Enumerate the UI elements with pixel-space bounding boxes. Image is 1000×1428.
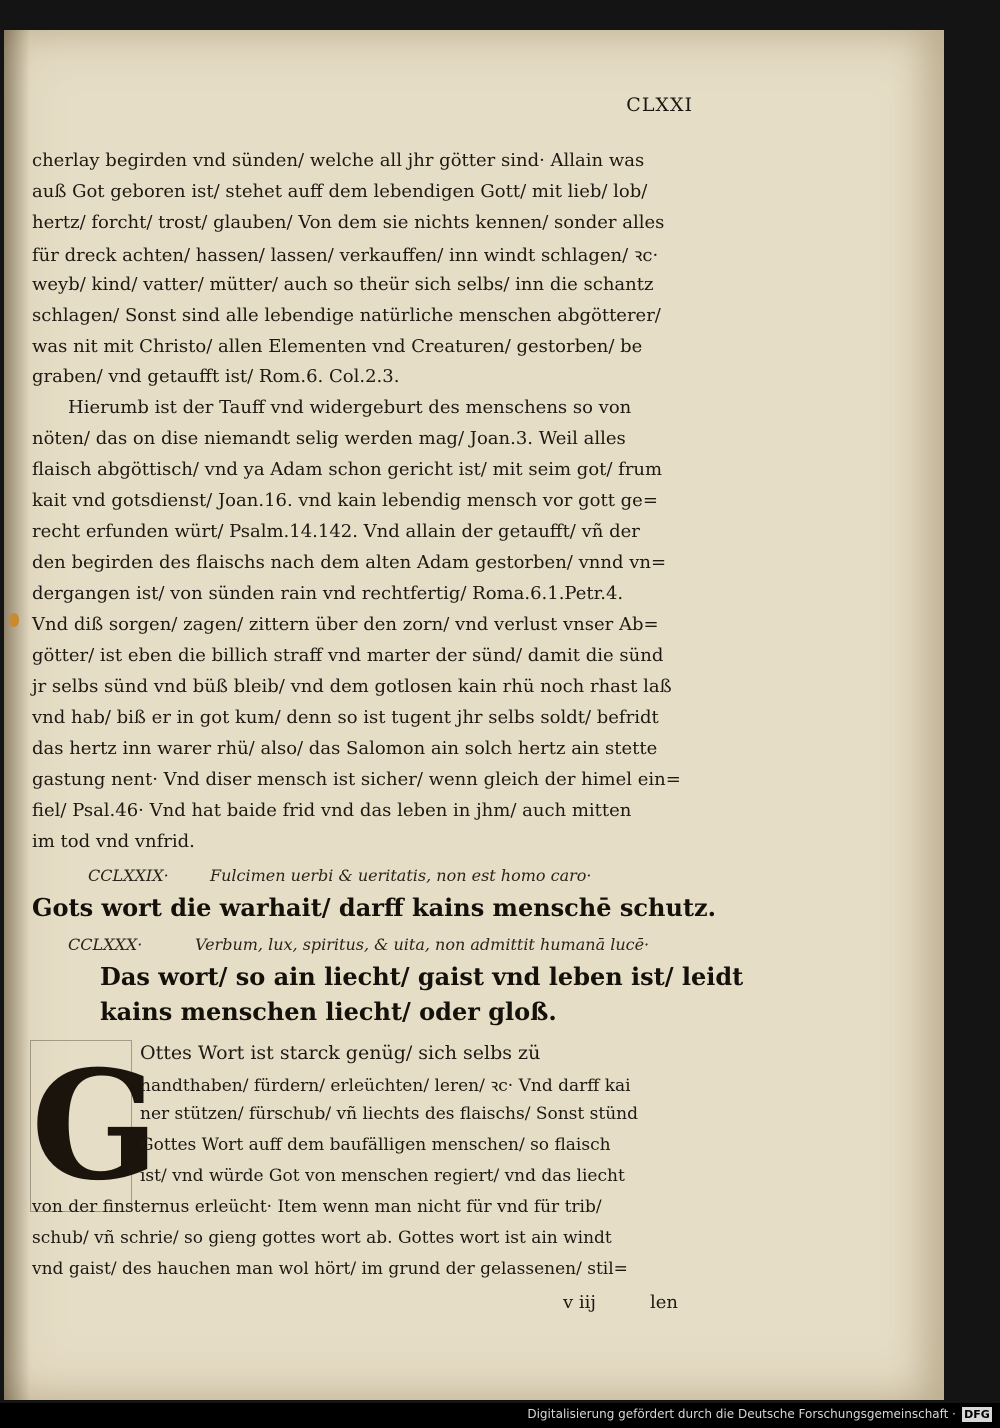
text-line: recht erfunden würt/ Psalm.14.142. Vnd allain der getaufft/ vñ der bbox=[32, 521, 640, 542]
text-line: handthaben/ fürdern/ erleüchten/ leren/ ꝛc· Vnd darff kai bbox=[140, 1076, 631, 1096]
text-line: cherlay begirden vnd sünden/ welche all jhr götter sind· Allain was bbox=[32, 150, 645, 171]
text-line: das hertz inn warer rhü/ also/ das Salomon ain solch hertz ain stette bbox=[32, 738, 658, 759]
text-line: vnd gaist/ des hauchen man wol hört/ im grund der gelassenen/ stil= bbox=[32, 1259, 628, 1279]
catchword: len bbox=[650, 1292, 679, 1313]
text-line: hertz/ forcht/ trost/ glauben/ Von dem sie nichts kennen/ sonder alles bbox=[32, 212, 665, 233]
german-heading: kains menschen liecht/ oder gloß. bbox=[100, 997, 557, 1026]
folio-number: CLXXI bbox=[626, 94, 693, 116]
text-line: im tod vnd vnfrid. bbox=[32, 831, 195, 852]
german-heading: Gots wort die warhait/ darff kains menschē schutz. bbox=[32, 893, 716, 922]
text-line: götter/ ist eben die billich straff vnd marter der sünd/ damit die sünd bbox=[32, 645, 664, 666]
text-line: was nit mit Christo/ allen Elementen vnd Creaturen/ gestorben/ be bbox=[32, 336, 643, 357]
text-line: schlagen/ Sonst sind alle lebendige natürliche menschen abgötterer/ bbox=[32, 305, 661, 326]
text-line: gastung nent· Vnd diser mensch ist sicher/ wenn gleich der himel ein= bbox=[32, 769, 681, 790]
text-line: jr selbs sünd vnd büß bleib/ vnd dem gotlosen kain rhü noch rhast laß bbox=[32, 676, 672, 697]
text-line: ist/ vnd würde Got von menschen regiert/ vnd das liecht bbox=[140, 1166, 625, 1186]
drop-cap-letter: G bbox=[31, 1038, 160, 1214]
text-line: kait vnd gotsdienst/ Joan.16. vnd kain lebendig mensch vor gott ge= bbox=[32, 490, 658, 511]
footer-credit: Digitalisierung gefördert durch die Deutsche Forschungsgemeinschaft · bbox=[527, 1407, 956, 1421]
decorated-initial bbox=[30, 1038, 160, 1214]
latin-heading: Fulcimen uerbi & ueritatis, non est homo caro· bbox=[210, 866, 592, 885]
german-heading: Das wort/ so ain liecht/ gaist vnd leben ist/ leidt bbox=[100, 962, 744, 991]
text-line: fiel/ Psal.46· Vnd hat baide frid vnd das leben in jhm/ auch mitten bbox=[32, 800, 632, 821]
dfg-logo: DFG bbox=[962, 1407, 992, 1422]
signature-mark: v iij bbox=[563, 1292, 596, 1313]
text-line: Vnd diß sorgen/ zagen/ zittern über den zorn/ vnd verlust vnser Ab= bbox=[32, 614, 659, 635]
text-line: flaisch abgöttisch/ vnd ya Adam schon gericht ist/ mit seim got/ frum bbox=[32, 459, 663, 480]
text-line: von der finsternus erleücht· Item wenn man nicht für vnd für trib/ bbox=[32, 1197, 602, 1217]
text-line: graben/ vnd getaufft ist/ Rom.6. Col.2.3. bbox=[32, 366, 400, 387]
text-line: dergangen ist/ von sünden rain vnd rechtfertig/ Roma.6.1.Petr.4. bbox=[32, 583, 624, 604]
text-line: Gottes Wort auff dem baufälligen menschen/ so flaisch bbox=[140, 1135, 611, 1155]
text-line: schub/ vñ schrie/ so gieng gottes wort ab. Gottes wort ist ain windt bbox=[32, 1228, 612, 1248]
text-line: den begirden des flaischs nach dem alten Adam gestorben/ vnnd vn= bbox=[32, 552, 667, 573]
section-number: CCLXXX· bbox=[68, 935, 143, 954]
text-line: Ottes Wort ist starck genüg/ sich selbs zü bbox=[140, 1042, 541, 1064]
section-number: CCLXXIX· bbox=[88, 866, 169, 885]
text-line: weyb/ kind/ vatter/ mütter/ auch so theür sich selbs/ inn die schantz bbox=[32, 274, 654, 295]
text-line: ner stützen/ fürschub/ vñ liechts des flaischs/ Sonst stünd bbox=[140, 1104, 638, 1124]
text-line: vnd hab/ biß er in got kum/ denn so ist tugent jhr selbs soldt/ befridt bbox=[32, 707, 659, 728]
gutter-shadow bbox=[4, 30, 30, 1400]
latin-heading: Verbum, lux, spiritus, & uita, non admittit humanā lucē· bbox=[195, 935, 650, 954]
text-line: auß Got geboren ist/ stehet auff dem lebendigen Gott/ mit lieb/ lob/ bbox=[32, 181, 648, 202]
text-line: für dreck achten/ hassen/ lassen/ verkauffen/ inn windt schlagen/ ꝛc· bbox=[32, 245, 659, 266]
footer-bar bbox=[0, 1403, 1000, 1428]
page-stain bbox=[9, 613, 19, 627]
text-line: Hierumb ist der Tauff vnd widergeburt des menschens so von bbox=[68, 397, 632, 418]
text-line: nöten/ das on dise niemandt selig werden mag/ Joan.3. Weil alles bbox=[32, 428, 626, 449]
